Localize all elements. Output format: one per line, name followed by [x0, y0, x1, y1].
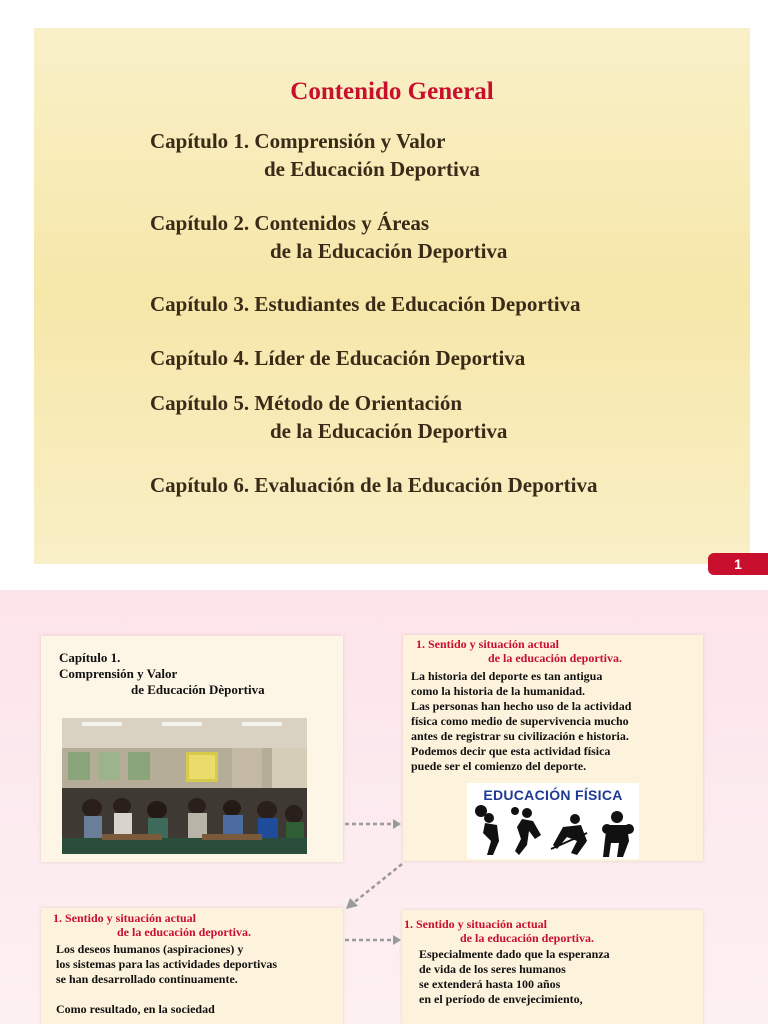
- toc-entry-line2: de la Educación Deportiva: [270, 239, 508, 263]
- chapter-title-line3: de Educación Dèportiva: [131, 682, 265, 697]
- section-heading-line2: de la educación deportiva.: [488, 651, 622, 665]
- life-expectancy-text: Especialmente dado que la esperanza de vida de los seres humanos se extenderá hasta 100 años en el período de envejecimiento,: [419, 947, 610, 1006]
- chapter-title-line2: Comprensión y Valor: [59, 666, 178, 681]
- history-text: La historia del deporte es tan antigua como la historia de la humanidad. Las personas han hecho uso de la actividad física como medio de supervivencia mucho antes de registrar su civilización e historia. Podemos decir que esta actividad física puede ser el comienzo del deporte.: [411, 669, 632, 773]
- toc-entry-chapter-5[interactable]: [150, 389, 597, 445]
- section-heading-line2: de la educación deportiva.: [117, 925, 251, 939]
- page-number-tab: 1: [708, 553, 768, 575]
- life-expectancy-card: [402, 910, 703, 1024]
- toc-page: [34, 28, 750, 564]
- toc-entry-line2: de Educación Deportiva: [264, 157, 480, 181]
- toc-entry-chapter-6[interactable]: [150, 471, 597, 499]
- section-heading: [404, 917, 594, 945]
- arrow-right-icon: [343, 818, 403, 830]
- slides-page: [0, 590, 768, 1024]
- chapter-title-line1: Capítulo 1.: [59, 650, 121, 665]
- physical-education-label: EDUCACIÓN FÍSICA: [483, 787, 623, 803]
- section-heading: [53, 911, 251, 939]
- physical-education-image: [467, 783, 639, 859]
- toc-entry-line1: Capítulo 4. Líder de Educación Deportiva: [150, 346, 526, 370]
- toc-entry-line1: Capítulo 6. Evaluación de la Educación Deportiva: [150, 473, 598, 497]
- classroom-photo-illustration: [62, 718, 307, 854]
- arrow-right-icon: [343, 934, 403, 946]
- section-heading-line1: 1. Sentido y situación actual: [404, 917, 548, 931]
- section-heading-line1: 1. Sentido y situación actual: [416, 637, 560, 651]
- toc-list: [150, 127, 597, 499]
- toc-entry-line1: Capítulo 1. Comprensión y Valor: [150, 129, 446, 153]
- toc-entry-line1: Capítulo 3. Estudiantes de Educación Deportiva: [150, 292, 581, 316]
- section-heading-line1: 1. Sentido y situación actual: [53, 911, 197, 925]
- aspirations-card: [41, 908, 343, 1024]
- toc-title: Contenido General: [290, 78, 494, 105]
- toc-entry-chapter-3[interactable]: [150, 290, 597, 318]
- aspirations-text: Los deseos humanos (aspiraciones) y los sistemas para las actividades deportivas se han desarrollado continuamente. Como resultado, en la sociedad: [56, 942, 278, 1016]
- toc-entry-chapter-4[interactable]: [150, 344, 597, 372]
- toc-entry-chapter-2[interactable]: [150, 209, 597, 265]
- section-heading: [416, 637, 622, 665]
- chapter-title-card: [41, 636, 343, 862]
- toc-entry-line2: de la Educación Deportiva: [270, 419, 508, 443]
- history-card: [403, 635, 703, 861]
- toc-entry-chapter-1[interactable]: [150, 127, 597, 183]
- athlete-silhouettes-illustration: [467, 783, 639, 859]
- arrow-down-left-icon: [340, 860, 406, 912]
- section-heading-line2: de la educación deportiva.: [460, 931, 594, 945]
- toc-entry-line1: Capítulo 5. Método de Orientación: [150, 391, 463, 415]
- classroom-photo: [62, 718, 307, 854]
- toc-entry-line1: Capítulo 2. Contenidos y Áreas: [150, 211, 430, 235]
- chapter-title: [59, 650, 265, 698]
